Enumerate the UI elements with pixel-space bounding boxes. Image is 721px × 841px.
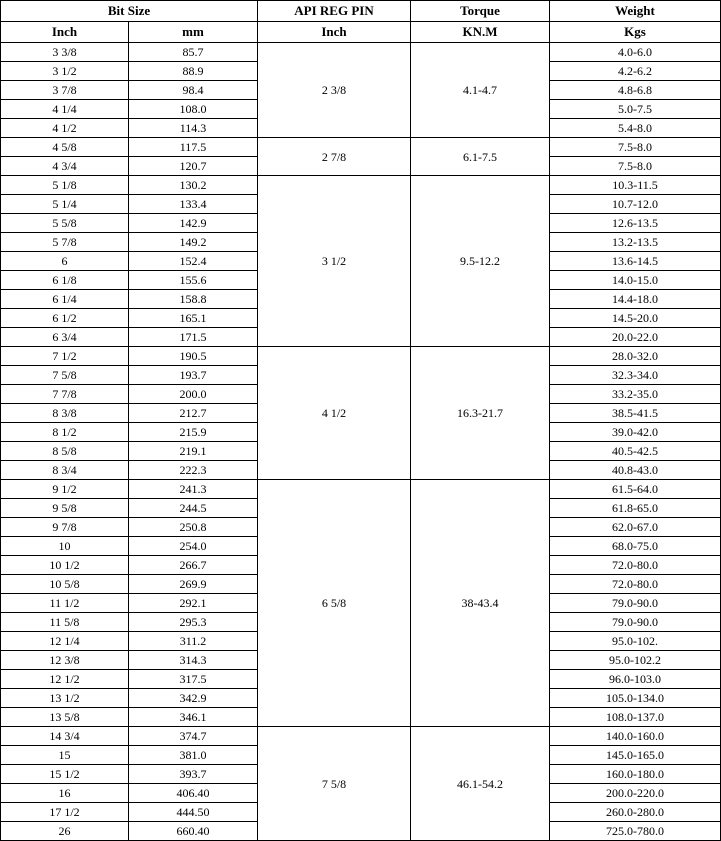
bit-size-inch-cell: 5 1/4 [1, 195, 129, 214]
weight-cell: 160.0-180.0 [550, 765, 721, 784]
bit-size-inch-cell: 4 3/4 [1, 157, 129, 176]
bit-size-mm-cell: 190.5 [129, 347, 258, 366]
torque-cell: 16.3-21.7 [411, 347, 550, 480]
bit-size-mm-cell: 250.8 [129, 518, 258, 537]
weight-cell: 40.8-43.0 [550, 461, 721, 480]
bit-size-inch-cell: 7 5/8 [1, 366, 129, 385]
bit-size-inch-cell: 7 1/2 [1, 347, 129, 366]
weight-cell: 5.0-7.5 [550, 100, 721, 119]
api-reg-pin-cell: 4 1/2 [258, 347, 411, 480]
api-reg-pin-cell: 2 7/8 [258, 138, 411, 176]
bit-size-mm-cell: 342.9 [129, 689, 258, 708]
api-reg-pin-cell: 2 3/8 [258, 43, 411, 138]
bit-size-inch-cell: 9 7/8 [1, 518, 129, 537]
weight-cell: 105.0-134.0 [550, 689, 721, 708]
bit-size-inch-cell: 4 5/8 [1, 138, 129, 157]
weight-cell: 20.0-22.0 [550, 328, 721, 347]
bit-size-mm-cell: 244.5 [129, 499, 258, 518]
bit-size-inch-cell: 6 1/2 [1, 309, 129, 328]
api-reg-pin-cell: 7 5/8 [258, 727, 411, 841]
bit-size-mm-cell: 200.0 [129, 385, 258, 404]
weight-cell: 10.3-11.5 [550, 176, 721, 195]
weight-cell: 200.0-220.0 [550, 784, 721, 803]
header-torque-unit: KN.M [411, 22, 550, 43]
bit-size-inch-cell: 8 1/2 [1, 423, 129, 442]
weight-cell: 62.0-67.0 [550, 518, 721, 537]
weight-cell: 14.0-15.0 [550, 271, 721, 290]
weight-cell: 10.7-12.0 [550, 195, 721, 214]
bit-size-inch-cell: 26 [1, 822, 129, 841]
header-weight: Weight [550, 1, 721, 22]
bit-size-inch-cell: 14 3/4 [1, 727, 129, 746]
table-row [1, 727, 721, 746]
bit-size-mm-cell: 114.3 [129, 119, 258, 138]
header-torque: Torque [411, 1, 550, 22]
header-api-reg-pin: API REG PIN [258, 1, 411, 22]
bit-size-inch-cell: 8 3/8 [1, 404, 129, 423]
weight-cell: 33.2-35.0 [550, 385, 721, 404]
bit-size-inch-cell: 6 3/4 [1, 328, 129, 347]
header-bit-size: Bit Size [1, 1, 258, 22]
header-row-top [1, 1, 721, 22]
bit-size-inch-cell: 11 1/2 [1, 594, 129, 613]
bit-size-mm-cell: 88.9 [129, 62, 258, 81]
bit-size-mm-cell: 215.9 [129, 423, 258, 442]
bit-size-mm-cell: 254.0 [129, 537, 258, 556]
bit-size-mm-cell: 165.1 [129, 309, 258, 328]
bit-size-mm-cell: 406.40 [129, 784, 258, 803]
bit-size-mm-cell: 317.5 [129, 670, 258, 689]
weight-cell: 95.0-102.2 [550, 651, 721, 670]
bit-size-inch-cell: 13 5/8 [1, 708, 129, 727]
weight-cell: 725.0-780.0 [550, 822, 721, 841]
table-body [1, 43, 721, 841]
bit-size-inch-cell: 4 1/4 [1, 100, 129, 119]
bit-size-inch-cell: 7 7/8 [1, 385, 129, 404]
weight-cell: 96.0-103.0 [550, 670, 721, 689]
bit-size-mm-cell: 108.0 [129, 100, 258, 119]
weight-cell: 7.5-8.0 [550, 157, 721, 176]
bit-size-inch-cell: 10 1/2 [1, 556, 129, 575]
bit-size-inch-cell: 10 5/8 [1, 575, 129, 594]
bit-size-inch-cell: 5 5/8 [1, 214, 129, 233]
bit-size-inch-cell: 3 7/8 [1, 81, 129, 100]
weight-cell: 14.5-20.0 [550, 309, 721, 328]
bit-size-mm-cell: 193.7 [129, 366, 258, 385]
bit-size-mm-cell: 158.8 [129, 290, 258, 309]
header-inch: Inch [1, 22, 129, 43]
bit-size-mm-cell: 133.4 [129, 195, 258, 214]
api-reg-pin-cell: 6 5/8 [258, 480, 411, 727]
table-row [1, 480, 721, 499]
bit-size-mm-cell: 381.0 [129, 746, 258, 765]
weight-cell: 79.0-90.0 [550, 613, 721, 632]
bit-size-mm-cell: 269.9 [129, 575, 258, 594]
weight-cell: 39.0-42.0 [550, 423, 721, 442]
bit-size-mm-cell: 311.2 [129, 632, 258, 651]
bit-size-inch-cell: 12 1/4 [1, 632, 129, 651]
bit-size-inch-cell: 9 5/8 [1, 499, 129, 518]
bit-size-mm-cell: 120.7 [129, 157, 258, 176]
bit-size-inch-cell: 8 5/8 [1, 442, 129, 461]
weight-cell: 95.0-102. [550, 632, 721, 651]
weight-cell: 61.5-64.0 [550, 480, 721, 499]
weight-cell: 72.0-80.0 [550, 556, 721, 575]
weight-cell: 4.2-6.2 [550, 62, 721, 81]
bit-size-mm-cell: 212.7 [129, 404, 258, 423]
table-row [1, 347, 721, 366]
weight-cell: 32.3-34.0 [550, 366, 721, 385]
bit-size-mm-cell: 295.3 [129, 613, 258, 632]
bit-size-mm-cell: 660.40 [129, 822, 258, 841]
torque-cell: 9.5-12.2 [411, 176, 550, 347]
header-mm: mm [129, 22, 258, 43]
torque-cell: 6.1-7.5 [411, 138, 550, 176]
bit-size-mm-cell: 142.9 [129, 214, 258, 233]
bit-size-mm-cell: 374.7 [129, 727, 258, 746]
bit-size-inch-cell: 4 1/2 [1, 119, 129, 138]
weight-cell: 79.0-90.0 [550, 594, 721, 613]
weight-cell: 14.4-18.0 [550, 290, 721, 309]
weight-cell: 13.2-13.5 [550, 233, 721, 252]
bit-size-inch-cell: 10 [1, 537, 129, 556]
weight-cell: 4.0-6.0 [550, 43, 721, 62]
weight-cell: 5.4-8.0 [550, 119, 721, 138]
bit-size-inch-cell: 8 3/4 [1, 461, 129, 480]
bit-size-mm-cell: 393.7 [129, 765, 258, 784]
weight-cell: 40.5-42.5 [550, 442, 721, 461]
table-row [1, 43, 721, 62]
bit-size-mm-cell: 155.6 [129, 271, 258, 290]
bit-size-mm-cell: 266.7 [129, 556, 258, 575]
bit-size-inch-cell: 6 [1, 252, 129, 271]
bit-size-inch-cell: 3 1/2 [1, 62, 129, 81]
bit-size-inch-cell: 15 [1, 746, 129, 765]
bit-size-inch-cell: 17 1/2 [1, 803, 129, 822]
header-row-units [1, 22, 721, 43]
bit-size-inch-cell: 6 1/4 [1, 290, 129, 309]
weight-cell: 13.6-14.5 [550, 252, 721, 271]
bit-size-inch-cell: 12 3/8 [1, 651, 129, 670]
table-row [1, 176, 721, 195]
bit-size-mm-cell: 171.5 [129, 328, 258, 347]
bit-size-inch-cell: 15 1/2 [1, 765, 129, 784]
bit-size-mm-cell: 219.1 [129, 442, 258, 461]
header-pin-unit: Inch [258, 22, 411, 43]
table-row [1, 138, 721, 157]
api-reg-pin-cell: 3 1/2 [258, 176, 411, 347]
weight-cell: 38.5-41.5 [550, 404, 721, 423]
bit-size-inch-cell: 3 3/8 [1, 43, 129, 62]
weight-cell: 68.0-75.0 [550, 537, 721, 556]
bit-size-mm-cell: 314.3 [129, 651, 258, 670]
bit-size-mm-cell: 130.2 [129, 176, 258, 195]
bit-size-inch-cell: 5 7/8 [1, 233, 129, 252]
weight-cell: 12.6-13.5 [550, 214, 721, 233]
header-weight-unit: Kgs [550, 22, 721, 43]
bit-size-inch-cell: 13 1/2 [1, 689, 129, 708]
bit-size-mm-cell: 292.1 [129, 594, 258, 613]
weight-cell: 145.0-165.0 [550, 746, 721, 765]
bit-size-mm-cell: 152.4 [129, 252, 258, 271]
bit-size-inch-cell: 9 1/2 [1, 480, 129, 499]
weight-cell: 28.0-32.0 [550, 347, 721, 366]
weight-cell: 61.8-65.0 [550, 499, 721, 518]
weight-cell: 260.0-280.0 [550, 803, 721, 822]
bit-size-mm-cell: 241.3 [129, 480, 258, 499]
weight-cell: 7.5-8.0 [550, 138, 721, 157]
torque-cell: 4.1-4.7 [411, 43, 550, 138]
bit-size-mm-cell: 346.1 [129, 708, 258, 727]
bit-size-mm-cell: 444.50 [129, 803, 258, 822]
bit-size-mm-cell: 98.4 [129, 81, 258, 100]
torque-cell: 38-43.4 [411, 480, 550, 727]
bit-size-mm-cell: 222.3 [129, 461, 258, 480]
weight-cell: 140.0-160.0 [550, 727, 721, 746]
bit-size-mm-cell: 85.7 [129, 43, 258, 62]
table-header [1, 1, 721, 43]
bit-size-mm-cell: 149.2 [129, 233, 258, 252]
weight-cell: 108.0-137.0 [550, 708, 721, 727]
weight-cell: 4.8-6.8 [550, 81, 721, 100]
bit-size-inch-cell: 6 1/8 [1, 271, 129, 290]
bit-size-inch-cell: 12 1/2 [1, 670, 129, 689]
bit-size-inch-cell: 16 [1, 784, 129, 803]
bit-size-inch-cell: 5 1/8 [1, 176, 129, 195]
bit-size-inch-cell: 11 5/8 [1, 613, 129, 632]
bit-size-mm-cell: 117.5 [129, 138, 258, 157]
torque-cell: 46.1-54.2 [411, 727, 550, 841]
weight-cell: 72.0-80.0 [550, 575, 721, 594]
